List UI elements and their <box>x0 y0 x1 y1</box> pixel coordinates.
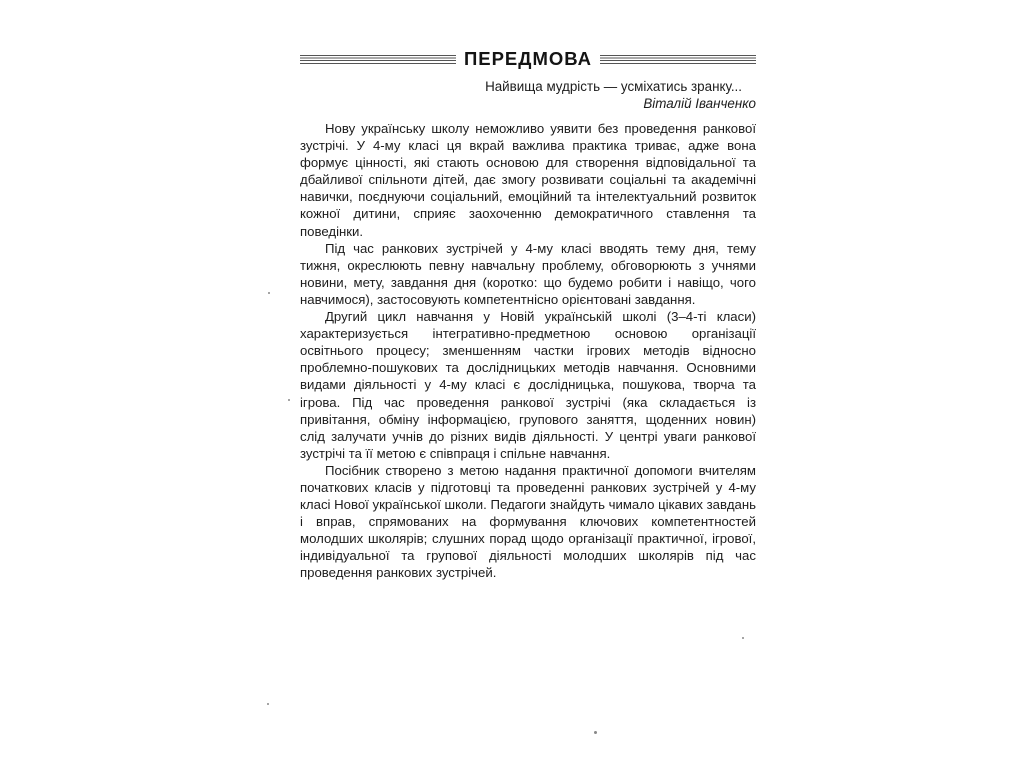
paragraph-2: Під час ранкових зустрічей у 4-му класі вводять тему дня, тему тижня, окреслюють певну навчальну проблему, обговорюють з учнями новини, мету, завдання дня (коротко: що будемо робити і навіщо, чого навчимося), застосовують компетентнісно орієнтовані завдання. <box>300 240 756 307</box>
scan-speck <box>288 399 290 401</box>
body-text <box>300 120 756 582</box>
decorative-rule-left <box>300 55 456 64</box>
decorative-rule-right <box>600 55 756 64</box>
paragraph-4: Посібник створено з метою надання практичної допомоги вчителям початкових класів у підготовці та проведенні ранкових зустрічей у 4-му класі Нової української школи. Педагоги знайдуть чимало цікавих завдань і вправ, спрямованих на формування ключових компетентностей молодших школярів; слушних порад щодо організації практичної, ігрової, індивідуальної та групової діяльності молодших школярів під час проведення ранкових зустрічей. <box>300 462 757 581</box>
epigraph <box>300 78 756 112</box>
page-title: ПЕРЕДМОВА <box>463 48 593 69</box>
paragraph-3: Другий цикл навчання у Новій українській школі (3–4-ті класи) характеризується інтегративно-предметною основою організації освітнього процесу; зменшенням частки ігрових методів відносно проблемно-пошукових та дослідницьких методів навчання. Основними видами діяльності у 4-му класі є дослідницька, пошукова, творча та ігрова. Під час проведення ранкової зустрічі (яка складається із привітання, обміну інформацією, групового заняття, щоденних новин) слід залучати учнів до різних видів діяльності. У центрі уваги ранкової зустрічі та її метою є співпраця і спільне навчання. <box>300 309 756 461</box>
epigraph-quote: Найвища мудрість — усміхатись зранку... <box>485 79 742 94</box>
scan-speck <box>742 637 744 639</box>
document-page <box>300 44 756 582</box>
scan-speck <box>268 292 270 294</box>
scan-speck <box>594 731 597 734</box>
title-banner <box>300 44 756 74</box>
epigraph-author: Віталій Іванченко <box>643 96 756 111</box>
paragraph-1: Нову українську школу неможливо уявити без проведення ранкової зустрічі. У 4-му класі ця вкрай важлива практика триває, адже вона формує цінності, які стають основою для створення відповідальної та дбайливої спільноти дітей, дає змогу розвивати соціальні та академічні навички, поєднуючи соціальний, емоційний та інтелектуальний розвиток кожної дитини, сприяє заохоченню демократичного ставлення та поведінки. <box>300 121 756 239</box>
scan-speck <box>267 703 269 705</box>
